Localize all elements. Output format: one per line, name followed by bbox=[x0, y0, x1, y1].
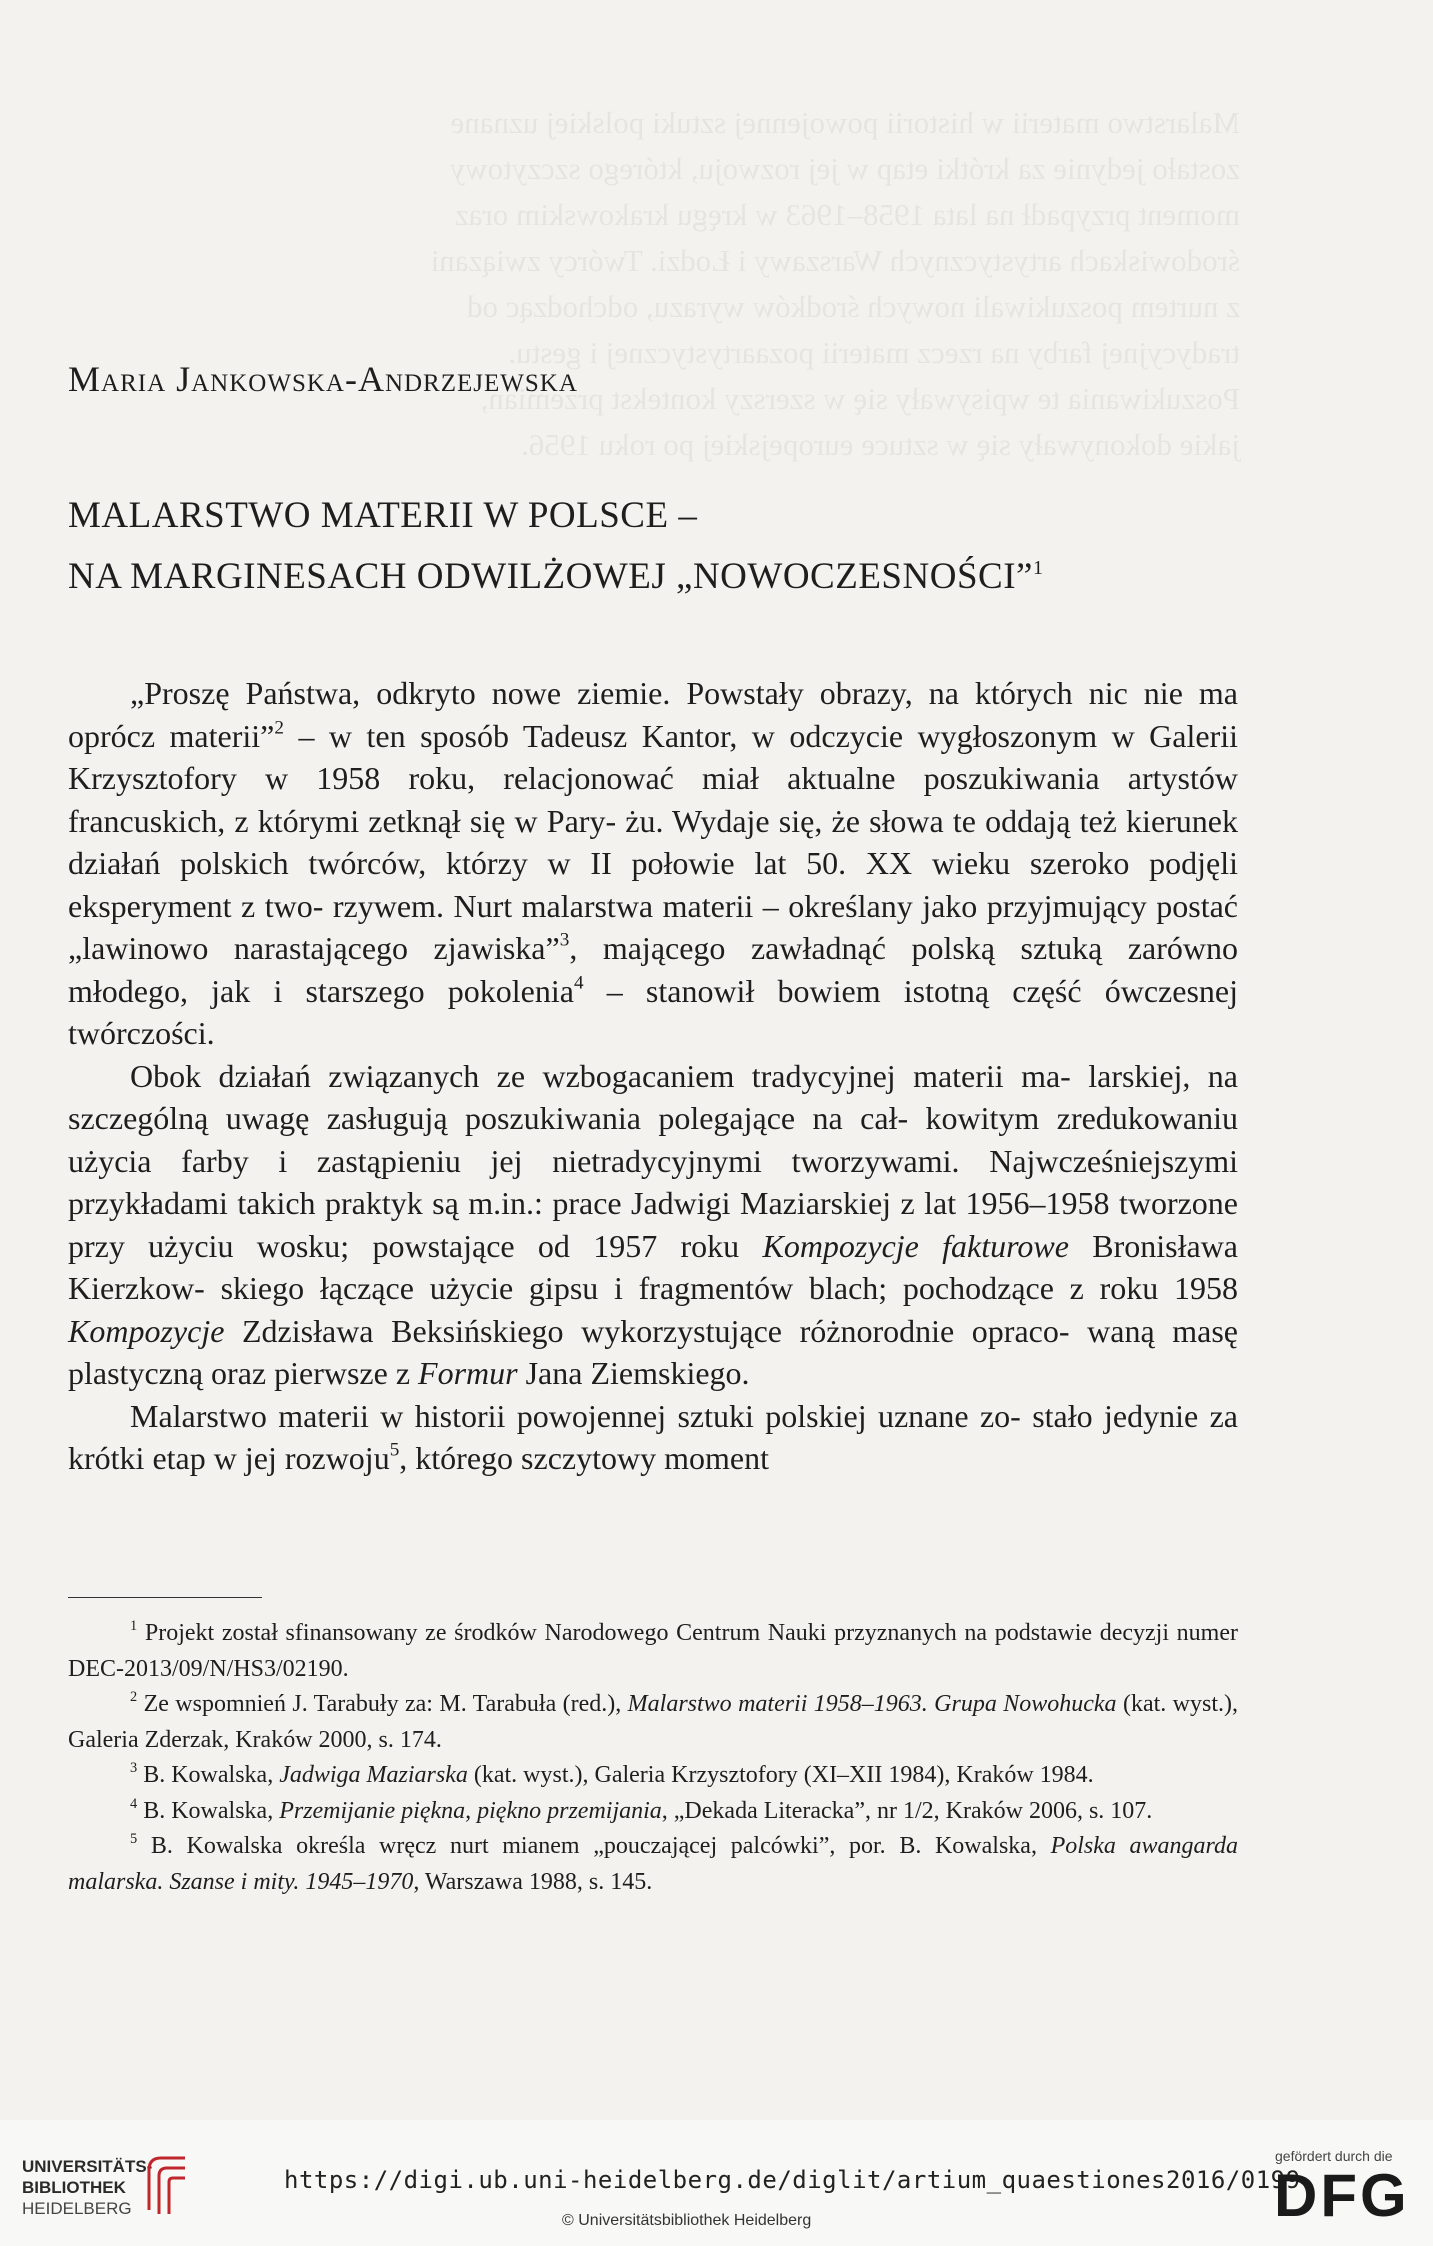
permalink-url[interactable]: https://digi.ub.uni-heidelberg.de/diglit/artium_quaestiones2016/0199 bbox=[284, 2166, 1301, 2194]
author-name: Maria Jankowska-Andrzejewska bbox=[68, 359, 578, 399]
footnotes bbox=[68, 1616, 1238, 1900]
dfg-logo[interactable]: DFG bbox=[1274, 2162, 1410, 2229]
footnote-1: $^1$ Projekt został sfinansowany ze środków Narodowego Centrum Nauki przyznanych na podstawie decyzji numer DEC-2013/09/N/HS3/02190. bbox=[68, 1617, 1238, 1682]
footnote-ref[interactable]: 5 bbox=[389, 1439, 400, 1461]
dfg-caption: gefördert durch die bbox=[1275, 2148, 1393, 2164]
footnote-3: $^3$ B. Kowalska, Jadwiga Maziarska (kat. wyst.), Galeria Krzysztofory (XI–XII 1984), Kraków 1984. bbox=[130, 1759, 1094, 1788]
copyright-text: © Universitätsbibliothek Heidelberg bbox=[562, 2212, 812, 2229]
title-line-2: NA MARGINESACH ODWILŻOWEJ „NOWOCZESNOŚCI”$^1$ bbox=[68, 556, 1044, 597]
footnote-2: $^2$ Ze wspomnień J. Tarabuły za: M. Tarabuła (red.), Malarstwo materii 1958–1963. Grupa Nowohucka (kat. wyst.), Galeria Zderzak, Kraków 2000, s. 174. bbox=[68, 1688, 1238, 1753]
footnote-ref[interactable]: 4 bbox=[573, 972, 584, 994]
footnote-ref[interactable]: 3 bbox=[559, 929, 570, 951]
footnote-divider bbox=[68, 1597, 262, 1598]
article-body bbox=[68, 672, 1238, 1480]
footnote-5: $^5$ B. Kowalska określa wręcz nurt mianem „pouczającej palcówki”, por. B. Kowalska, Polska awangarda malarska. Szanse i mity. 1945–1970, Warszawa 1988, s. 145. bbox=[68, 1830, 1239, 1895]
paragraph-3: Malarstwo materii w historii powojennej sztuki polskiej uznane zo- stało jedynie za krótki etap w jej rozwoju$^5$, którego szczytowy moment bbox=[68, 1397, 1238, 1476]
article-title bbox=[68, 490, 1318, 603]
footer-bar bbox=[0, 2120, 1433, 2246]
title-line-1: MALARSTWO MATERII W POLSCE – bbox=[68, 495, 698, 536]
paragraph-1: „Proszę Państwa, odkryto nowe ziemie. Powstały obrazy, na których nic nie ma oprócz materii”$^2$ – w ten sposób Tadeusz Kantor, w odczycie wygłoszonym w Galerii Krzysztofory w 1958 roku, relacjonować miał aktualne poszukiwania artystów francuskich, z którymi zetknął się w Pary- żu. Wydaje się, że słowa te oddają też kierunek działań polskich twórców, którzy w II połowie lat 50. XX wieku szeroko podjęli eksperyment z two- rzywem. Nurt malarstwa materii – określany jako przyjmujący postać „lawinowo narastającego zjawiska”$^3$, mającego zawładnąć polską sztuką zarówno młodego, jak i starszego pokolenia$^4$ – stanowił bowiem istotną część ówczesnej twórczości. bbox=[68, 675, 1239, 1051]
library-logo-icon bbox=[145, 2148, 189, 2218]
show-through-text: Malarstwo materii w historii powojennej sztuki polskiej uznane zostało jedynie za krótki etap w jej rozwoju, którego szczytowy moment przypadł na lata 1958–1963 w kręgu krakowskim oraz środowiskach artystycznych Warszawy i Łodzi. Twórcy związani z nurtem poszukiwali nowych środków wyrazu, odchodząc od tradycyjnej farby na rzecz materii pozaartystycznej i gestu. Poszukiwania te wpisywały się w szerszy kontekst przemian, jakie dokonywały się w sztuce europejskiej po roku 1956. bbox=[430, 105, 1240, 462]
paragraph-2: Obok działań związanych ze wzbogacaniem tradycyjnej materii ma- larskiej, na szczególną uwagę zasługują poszukiwania polegające na cał- kowitym zredukowaniu użycia farby i zastąpieniu jej nietradycyjnymi tworzywami. Najwcześniejszymi przykładami takich praktyk są m.in.: prace Jadwigi Maziarskiej z lat 1956–1958 tworzone przy użyciu wosku; powstające od 1957 roku Kompozycje fakturowe Bronisława Kierzkow- skiego łączące użycie gipsu i fragmentów blach; pochodzące z roku 1958 Kompozycje Zdzisława Beksińskiego wykorzystujące różnorodnie opraco- waną masę plastyczną oraz pierwsze z Formur Jana Ziemskiego. bbox=[68, 1057, 1239, 1391]
footnote-ref[interactable]: 2 bbox=[274, 717, 284, 739]
footnote-4: $^4$ B. Kowalska, Przemijanie piękna, piękno przemijania, „Dekada Literacka”, nr 1/2, Kraków 2006, s. 107. bbox=[130, 1795, 1153, 1824]
footnote-ref[interactable]: 1 bbox=[1032, 557, 1044, 579]
library-logo[interactable]: UNIVERSITÄTS- BIBLIOTHEK HEIDELBERG bbox=[22, 2157, 153, 2218]
